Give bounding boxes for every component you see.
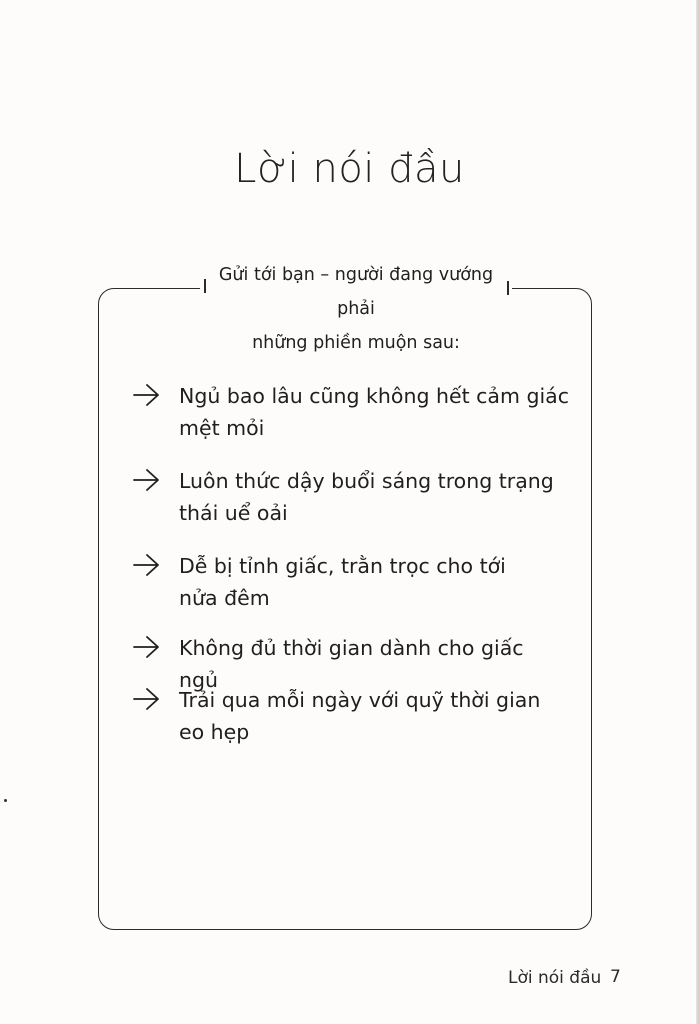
- list-item-line-1: Trải qua mỗi ngày với quỹ thời gian: [179, 688, 541, 712]
- list-item-line-1: Dễ bị tỉnh giấc, trằn trọc cho tới: [179, 554, 506, 578]
- box-heading: [206, 258, 506, 360]
- list-item-line-2: thái uể oải: [179, 501, 288, 525]
- list-item-line-1: Không đủ thời gian dành cho giấc ngủ: [179, 636, 524, 692]
- right-arrow-icon: [132, 467, 162, 493]
- list-item-text: [179, 380, 569, 444]
- right-arrow-icon: [132, 686, 162, 712]
- right-arrow-icon: [132, 634, 162, 660]
- right-arrow-icon: [132, 382, 162, 408]
- page-title: Lời nói đầu: [234, 146, 465, 192]
- list-item-line-1: Ngủ bao lâu cũng không hết cảm giác: [179, 384, 569, 408]
- list-item-text: [179, 550, 569, 614]
- page-number: 7: [610, 967, 621, 987]
- box-heading-line-1: Gửi tới bạn – người đang vướng phải: [218, 265, 494, 319]
- list-item-text: [179, 684, 569, 748]
- running-footer-title: Lời nói đầu: [508, 968, 602, 988]
- list-item-line-2: mệt mỏi: [179, 416, 265, 440]
- list-item-text: [179, 465, 569, 529]
- right-arrow-icon: [132, 552, 162, 578]
- list-item-line-1: Luôn thức dậy buổi sáng trong trạng: [179, 469, 554, 493]
- list-item-line-2: nửa đêm: [179, 586, 270, 610]
- box-heading-line-2: những phiền muộn sau:: [252, 333, 460, 353]
- print-speck: [4, 799, 7, 802]
- heading-right-tick: [507, 281, 509, 295]
- list-item-line-2: eo hẹp: [179, 720, 250, 744]
